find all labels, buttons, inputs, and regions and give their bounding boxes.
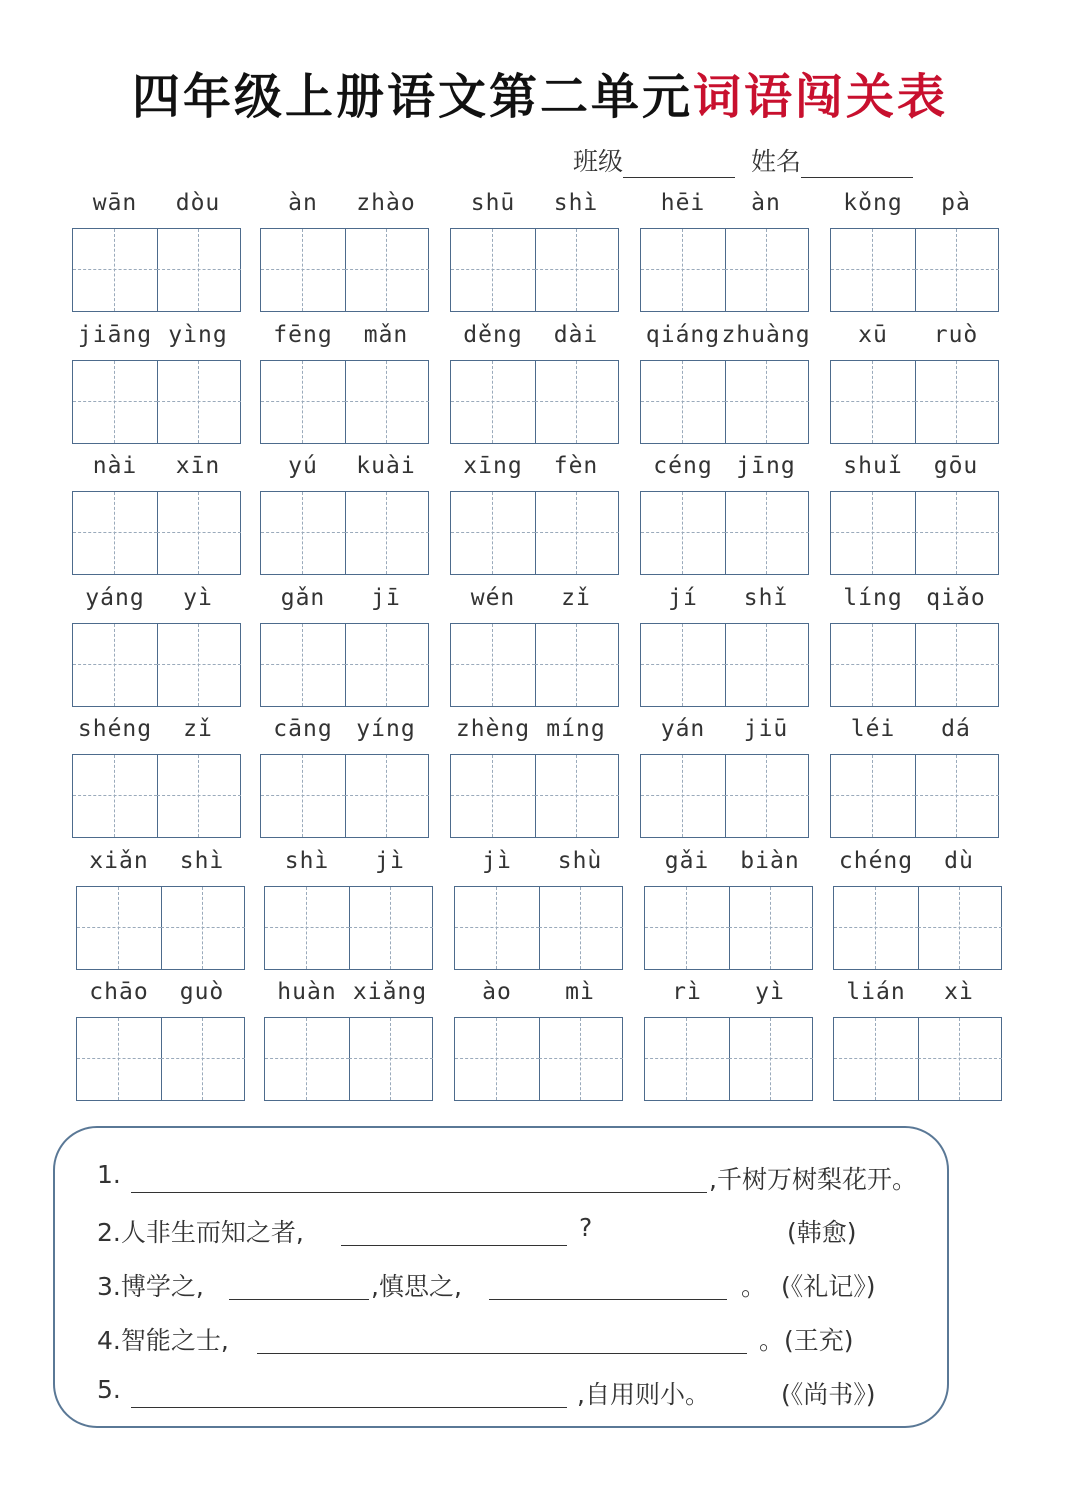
tianzige-box (450, 491, 619, 575)
pinyin-syllable: cāng (273, 716, 333, 742)
writing-cell[interactable] (725, 361, 809, 443)
pinyin-label (264, 979, 433, 1009)
pinyin-syllable: yán (660, 716, 706, 742)
writing-cell[interactable] (261, 361, 346, 443)
pinyin-syllable: qiǎo (926, 585, 986, 611)
quote-row-3 (97, 1265, 937, 1305)
pinyin-syllable: qiáng (645, 322, 721, 348)
tianzige-box (260, 623, 429, 707)
quote-2-blank[interactable] (341, 1245, 567, 1246)
writing-cell[interactable] (641, 755, 726, 837)
pinyin-label (450, 716, 619, 746)
pinyin-syllable: ào (482, 979, 512, 1005)
writing-cell[interactable] (265, 1018, 350, 1100)
writing-cell[interactable] (157, 624, 241, 706)
tianzige-box (830, 360, 999, 444)
writing-cell[interactable] (535, 755, 619, 837)
pinyin-syllable: zhèng (455, 716, 531, 742)
writing-cell[interactable] (725, 492, 809, 574)
tianzige-box (644, 886, 813, 970)
pinyin-syllable: zhuàng (721, 322, 811, 348)
pinyin-label (72, 453, 241, 483)
writing-cell[interactable] (157, 492, 241, 574)
pinyin-syllable: shì (179, 848, 225, 874)
pinyin-label (72, 322, 241, 352)
writing-cell[interactable] (831, 229, 916, 311)
pinyin-syllable: àn (288, 190, 318, 216)
pinyin-syllable: léi (850, 716, 896, 742)
writing-cell[interactable] (451, 624, 536, 706)
tianzige-box (640, 491, 809, 575)
pinyin-label (833, 979, 1002, 1009)
pinyin-label (830, 190, 999, 220)
writing-cell[interactable] (157, 755, 241, 837)
writing-cell[interactable] (725, 624, 809, 706)
pinyin-label (260, 322, 429, 352)
quote-row-2 (97, 1211, 937, 1251)
writing-cell[interactable] (261, 624, 346, 706)
tianzige-box (72, 623, 241, 707)
tianzige-box (76, 1017, 245, 1101)
tianzige-box (833, 1017, 1002, 1101)
quote-row-4 (97, 1319, 937, 1359)
quote-5-text: ,自用则小。 (577, 1380, 710, 1409)
quote-4-text: 4.智能之士, (97, 1326, 229, 1355)
pinyin-syllable: zhào (356, 190, 416, 216)
writing-cell[interactable] (345, 755, 429, 837)
pinyin-syllable: gǎn (280, 585, 326, 611)
writing-cell[interactable] (918, 1018, 1002, 1100)
pinyin-syllable: xiǎn (89, 848, 149, 874)
writing-cell[interactable] (535, 361, 619, 443)
writing-cell[interactable] (73, 624, 158, 706)
pinyin-syllable: lián (846, 979, 906, 1005)
tianzige-box (830, 491, 999, 575)
tianzige-box (454, 1017, 623, 1101)
pinyin-label (640, 716, 809, 746)
writing-cell[interactable] (349, 887, 433, 969)
tianzige-box (640, 228, 809, 312)
pinyin-syllable: céng (653, 453, 713, 479)
pinyin-syllable: fèn (553, 453, 599, 479)
pinyin-label (644, 848, 813, 878)
writing-cell[interactable] (831, 624, 916, 706)
tianzige-box (260, 228, 429, 312)
pinyin-label (640, 190, 809, 220)
quote-3-end: 。 (741, 1272, 767, 1301)
pinyin-syllable: shéng (77, 716, 153, 742)
tianzige-box (264, 886, 433, 970)
pinyin-syllable: shù (557, 848, 603, 874)
pinyin-label (450, 453, 619, 483)
pinyin-syllable: guò (179, 979, 225, 1005)
pinyin-syllable: shuǐ (843, 453, 903, 479)
writing-cell[interactable] (725, 755, 809, 837)
writing-cell[interactable] (539, 1018, 623, 1100)
writing-cell[interactable] (157, 361, 241, 443)
quote-3-blank-a[interactable] (229, 1299, 369, 1300)
pinyin-syllable: děng (463, 322, 523, 348)
quote-2-source: (韩愈) (787, 1218, 857, 1247)
pinyin-syllable: kuài (356, 453, 416, 479)
pinyin-syllable: xīng (463, 453, 523, 479)
pinyin-syllable: gōu (933, 453, 979, 479)
quote-5-number: 5. (97, 1375, 121, 1404)
pinyin-label (450, 322, 619, 352)
quote-3-blank-b[interactable] (489, 1299, 727, 1300)
pinyin-label (833, 848, 1002, 878)
pinyin-label (450, 585, 619, 615)
writing-cell[interactable] (539, 887, 623, 969)
writing-cell[interactable] (73, 229, 158, 311)
writing-cell[interactable] (451, 229, 536, 311)
pinyin-syllable: ruò (933, 322, 979, 348)
writing-cell[interactable] (915, 755, 999, 837)
pinyin-syllable: yì (755, 979, 785, 1005)
writing-cell[interactable] (915, 624, 999, 706)
pinyin-label (454, 979, 623, 1009)
writing-cell[interactable] (535, 492, 619, 574)
quote-3-text: 3.博学之, (97, 1272, 204, 1301)
writing-cell[interactable] (77, 887, 162, 969)
quote-3-mid: ,慎思之, (371, 1272, 462, 1301)
pinyin-syllable: jì (482, 848, 512, 874)
pinyin-label (640, 585, 809, 615)
tianzige-box (260, 491, 429, 575)
pinyin-label (450, 190, 619, 220)
pinyin-syllable: líng (843, 585, 903, 611)
writing-cell[interactable] (645, 887, 730, 969)
writing-cell[interactable] (261, 229, 346, 311)
writing-cell[interactable] (261, 492, 346, 574)
pinyin-label (830, 585, 999, 615)
writing-cell[interactable] (451, 361, 536, 443)
pinyin-label (260, 716, 429, 746)
pinyin-syllable: shì (553, 190, 599, 216)
writing-cell[interactable] (345, 492, 429, 574)
pinyin-syllable: biàn (740, 848, 800, 874)
writing-cell[interactable] (535, 624, 619, 706)
writing-cell[interactable] (915, 361, 999, 443)
pinyin-label (640, 322, 809, 352)
writing-cell[interactable] (73, 492, 158, 574)
pinyin-label (454, 848, 623, 878)
quote-4-source: 。(王充) (759, 1326, 854, 1355)
writing-cell[interactable] (161, 887, 245, 969)
pinyin-label (76, 979, 245, 1009)
pinyin-syllable: dù (944, 848, 974, 874)
pinyin-label (72, 190, 241, 220)
writing-cell[interactable] (345, 624, 429, 706)
pinyin-syllable: yú (288, 453, 318, 479)
pinyin-syllable: mǎn (363, 322, 409, 348)
pinyin-syllable: xīn (175, 453, 221, 479)
pinyin-label (72, 585, 241, 615)
pinyin-label (260, 190, 429, 220)
pinyin-syllable: mì (565, 979, 595, 1005)
writing-cell[interactable] (729, 1018, 813, 1100)
class-label: 班级 (573, 147, 624, 176)
pinyin-syllable: shì (284, 848, 330, 874)
writing-cell[interactable] (455, 1018, 540, 1100)
writing-cell[interactable] (831, 755, 916, 837)
tianzige-box (644, 1017, 813, 1101)
pinyin-syllable: míng (546, 716, 606, 742)
tianzige-box (72, 754, 241, 838)
quote-2-end: ? (579, 1213, 593, 1242)
pinyin-syllable: hēi (660, 190, 706, 216)
quote-3-source: (《礼记》) (781, 1272, 876, 1301)
pinyin-syllable: gǎi (664, 848, 710, 874)
tianzige-box (72, 228, 241, 312)
pinyin-label (260, 453, 429, 483)
pinyin-label (640, 453, 809, 483)
tianzige-box (260, 360, 429, 444)
quote-1-blank[interactable] (131, 1192, 707, 1193)
writing-cell[interactable] (834, 887, 919, 969)
writing-cell[interactable] (73, 361, 158, 443)
pinyin-syllable: chéng (838, 848, 914, 874)
writing-cell[interactable] (729, 887, 813, 969)
tianzige-box (640, 623, 809, 707)
writing-cell[interactable] (641, 229, 726, 311)
tianzige-box (454, 886, 623, 970)
tianzige-box (450, 360, 619, 444)
writing-cell[interactable] (725, 229, 809, 311)
pinyin-syllable: yíng (356, 716, 416, 742)
pinyin-syllable: nài (92, 453, 138, 479)
writing-cell[interactable] (265, 887, 350, 969)
name-label: 姓名 (751, 147, 802, 176)
pinyin-syllable: xì (944, 979, 974, 1005)
tianzige-box (833, 886, 1002, 970)
pinyin-syllable: wān (92, 190, 138, 216)
writing-cell[interactable] (535, 229, 619, 311)
pinyin-label (76, 848, 245, 878)
quote-2-text: 2.人非生而知之者, (97, 1218, 304, 1247)
pinyin-syllable: shū (470, 190, 516, 216)
writing-cell[interactable] (77, 1018, 162, 1100)
pinyin-syllable: fēng (273, 322, 333, 348)
writing-cell[interactable] (831, 492, 916, 574)
writing-cell[interactable] (641, 361, 726, 443)
pinyin-syllable: àn (751, 190, 781, 216)
writing-cell[interactable] (918, 887, 1002, 969)
writing-cell[interactable] (451, 755, 536, 837)
writing-cell[interactable] (834, 1018, 919, 1100)
quote-1-number: 1. (97, 1160, 121, 1189)
pinyin-syllable: xiǎng (352, 979, 428, 1005)
writing-cell[interactable] (915, 492, 999, 574)
pinyin-syllable: zǐ (561, 585, 591, 611)
quote-row-5 (97, 1373, 937, 1413)
writing-cell[interactable] (641, 624, 726, 706)
tianzige-box (450, 754, 619, 838)
title-highlight: 词语闯关表 (693, 69, 949, 125)
writing-cell[interactable] (345, 229, 429, 311)
writing-cell[interactable] (161, 1018, 245, 1100)
tianzige-box (450, 623, 619, 707)
pinyin-label (264, 848, 433, 878)
writing-cell[interactable] (261, 755, 346, 837)
tianzige-box (76, 886, 245, 970)
pinyin-syllable: chāo (89, 979, 149, 1005)
pinyin-syllable: dá (941, 716, 971, 742)
writing-cell[interactable] (345, 361, 429, 443)
pinyin-syllable: xū (858, 322, 888, 348)
writing-cell[interactable] (349, 1018, 433, 1100)
pinyin-syllable: pà (941, 190, 971, 216)
quote-row-1 (97, 1158, 937, 1198)
writing-cell[interactable] (73, 755, 158, 837)
pinyin-label (644, 979, 813, 1009)
pinyin-syllable: zǐ (183, 716, 213, 742)
pinyin-syllable: dòu (175, 190, 221, 216)
pinyin-syllable: rì (672, 979, 702, 1005)
quotes-panel (53, 1126, 949, 1428)
pinyin-syllable: yìng (168, 322, 228, 348)
tianzige-box (264, 1017, 433, 1101)
pinyin-syllable: dài (553, 322, 599, 348)
tianzige-box (260, 754, 429, 838)
pinyin-syllable: jì (375, 848, 405, 874)
quote-5-source: (《尚书》) (781, 1380, 876, 1409)
pinyin-label (72, 716, 241, 746)
pinyin-syllable: wén (470, 585, 516, 611)
title-main: 四年级上册语文第二单元 (131, 69, 693, 125)
pinyin-syllable: jīng (736, 453, 796, 479)
tianzige-box (830, 228, 999, 312)
pinyin-syllable: huàn (277, 979, 337, 1005)
quote-5-blank[interactable] (131, 1407, 567, 1408)
pinyin-syllable: yì (183, 585, 213, 611)
tianzige-box (830, 754, 999, 838)
tianzige-box (72, 491, 241, 575)
quote-4-blank[interactable] (257, 1353, 747, 1354)
pinyin-syllable: jiū (743, 716, 789, 742)
pinyin-label (830, 716, 999, 746)
writing-cell[interactable] (645, 1018, 730, 1100)
tianzige-box (640, 754, 809, 838)
pinyin-syllable: kǒng (843, 190, 903, 216)
tianzige-box (640, 360, 809, 444)
writing-cell[interactable] (451, 492, 536, 574)
pinyin-label (830, 453, 999, 483)
tianzige-box (72, 360, 241, 444)
writing-cell[interactable] (641, 492, 726, 574)
tianzige-box (830, 623, 999, 707)
pinyin-syllable: jí (668, 585, 698, 611)
pinyin-syllable: shǐ (743, 585, 789, 611)
writing-cell[interactable] (455, 887, 540, 969)
pinyin-syllable: jī (371, 585, 401, 611)
tianzige-box (450, 228, 619, 312)
pinyin-syllable: jiāng (77, 322, 153, 348)
pinyin-label (260, 585, 429, 615)
pinyin-label (830, 322, 999, 352)
quote-1-text: ,千树万树梨花开。 (709, 1165, 917, 1194)
writing-cell[interactable] (831, 361, 916, 443)
writing-cell[interactable] (915, 229, 999, 311)
writing-cell[interactable] (157, 229, 241, 311)
pinyin-syllable: yáng (85, 585, 145, 611)
